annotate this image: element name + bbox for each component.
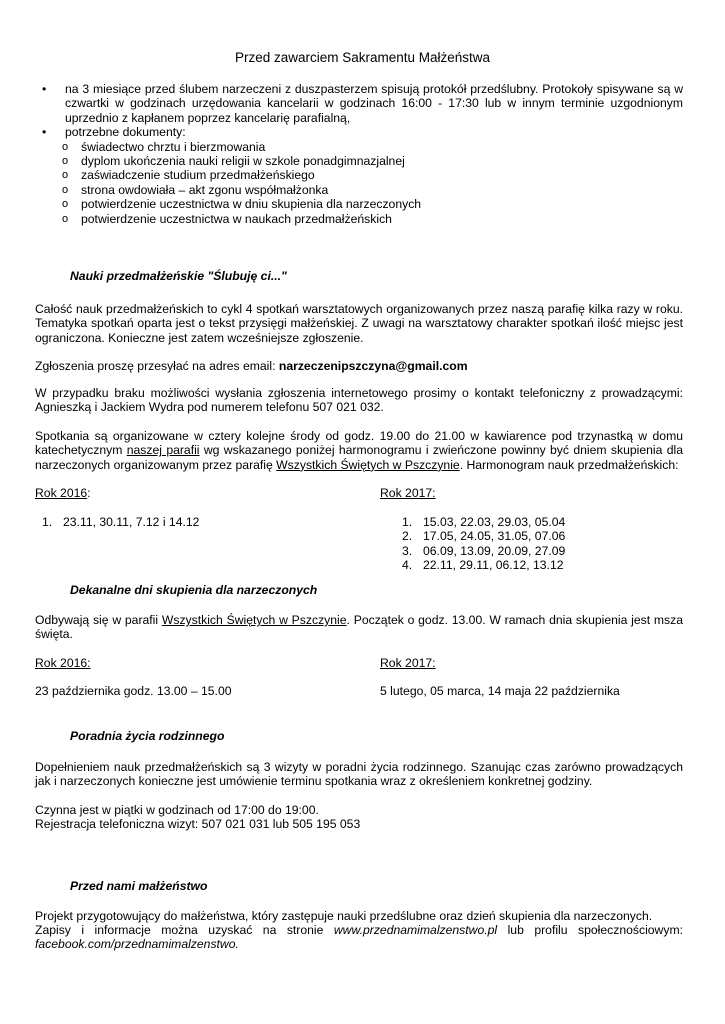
dekanalne-year-2016-label: Rok 2016: — [35, 656, 91, 670]
dekanalne-description: Odbywają się w parafii Wszystkich Świętych w Pszczynie. Początek o godz. 13.00. W ramach dnia skupienia jest msza święta. — [35, 613, 683, 642]
poradnia-description: Dopełnieniem nauk przedmałżeńskich są 3 wizyty w poradni życia rodzinnego. Szanując czas zarówno prowadzących jak i narzeczonych konieczne jest umówienie terminu spotkania wraz z określeniem konkretnej godziny. — [35, 760, 683, 789]
dekanalne-2016-date: 23 października godz. 13.00 – 15.00 — [35, 684, 232, 698]
page-title: Przed zawarciem Sakramentu Małżeństwa — [234, 50, 491, 65]
bullet-icon: • — [42, 82, 47, 96]
przed-nami-contact: Zapisy i informacje można uzyskać na stronie www.przednamimalzenstwo.pl lub profilu społecznościowym: facebook.com/przednamimalzenstwo. — [35, 923, 683, 952]
documents-list — [36, 140, 683, 226]
nauki-2017-dates — [402, 515, 565, 573]
intro-list — [36, 82, 683, 226]
dekanalne-year-2017-label: Rok 2017: — [380, 656, 436, 670]
list-item: 1. 15.03, 22.03, 29.03, 05.04 — [402, 515, 566, 529]
parish-link[interactable]: naszej parafii — [126, 443, 200, 458]
intro-bullet-documents — [36, 125, 683, 139]
circle-bullet-icon: o — [62, 183, 69, 196]
facebook-link[interactable]: facebook.com/przednamimalzenstwo — [35, 937, 236, 952]
list-item: 4. 22.11, 29.11, 06.12, 13.12 — [402, 558, 564, 573]
list-item: o strona owdowiała – akt zgonu współmałżonka — [62, 182, 329, 197]
circle-bullet-icon: o — [62, 169, 69, 182]
intro-bullet-protocol — [36, 82, 683, 125]
nauki-description: Całość nauk przedmałżeńskich to cykl 4 spotkań warsztatowych organizowanych przez naszą parafię kilka razy w roku. Tematyka spotkań oparta jest o tekst przysięgi małżeńskiej. Z uwagi na warsztatowy charakter spotkań ilość miejsc jest ograniczona. Konieczne jest zatem wcześniejsze zgłoszenie. — [35, 302, 683, 345]
nauki-email-line: Zgłoszenia proszę przesyłać na adres email: narzeczenipszczyna@gmail.com — [35, 359, 468, 373]
przed-nami-description: Projekt przygotowujący do małżeństwa, który zastępuje nauki przedślubne oraz dzień skupienia dla narzeczonych. — [35, 909, 653, 923]
list-item: o potwierdzenie uczestnictwa w naukach przedmałżeńskich — [62, 211, 392, 226]
nauki-year-2016-label: Rok 2016: — [35, 486, 91, 500]
section-heading-nauki: Nauki przedmałżeńskie "Ślubuję ci..." — [70, 269, 287, 283]
circle-bullet-icon: o — [62, 198, 69, 211]
nauki-schedule-info: Spotkania są organizowane w cztery kolejne środy od godz. 19.00 do 21.00 w kawiarence pod trzynastką w domu katechetycznym naszej parafii wg wskazanego poniżej harmonogramu i zwieńczone powinny być dniem skupienia dla narzeczonych organizowanym przez parafię Wszystkich Świętych w Pszczynie. Harmonogram nauk przedmałżeńskich: — [35, 429, 683, 472]
nauki-2016-dates — [42, 515, 199, 529]
list-item: 2. 17.05, 24.05, 31.05, 07.06 — [402, 529, 566, 544]
intro-bullet-text: na 3 miesiące przed ślubem narzeczeni z duszpasterzem spisują protokół przedślubny. Protokoły spisywane są w czwartki w godzinach urzędowania kancelarii w godzinach 16:00 - 17:30 lub w innym terminie uzgodnionym uprzednio z kapłanem poprzez kancelarię parafialną, — [65, 82, 683, 125]
circle-bullet-icon: o — [62, 140, 69, 153]
list-item: o dyplom ukończenia nauki religii w szkole ponadgimnazjalnej — [62, 154, 405, 169]
dekanalne-2017-dates: 5 lutego, 05 marca, 14 maja 22 października — [380, 684, 620, 698]
circle-bullet-icon: o — [62, 212, 69, 225]
poradnia-hours: Czynna jest w piątki w godzinach od 17:00 do 19:00. — [35, 803, 319, 817]
list-item: 3. 06.09, 13.09, 20.09, 27.09 — [402, 543, 566, 558]
circle-bullet-icon: o — [62, 155, 69, 168]
all-saints-parish-link[interactable]: Wszystkich Świętych w Pszczynie — [276, 457, 460, 472]
poradnia-phone: Rejestracja telefoniczna wizyt: 507 021 031 lub 505 195 053 — [35, 817, 361, 831]
nauki-phone-info: W przypadku braku możliwości wysłania zgłoszenia internetowego prosimy o kontakt telefoniczny z prowadzącymi: Agnieszką i Jackiem Wydra pod numerem telefonu 507 021 032. — [35, 386, 683, 415]
website-link[interactable]: www.przednamimalzenstwo.pl — [333, 923, 498, 937]
list-item: o potwierdzenie uczestnictwa w dniu skupienia dla narzeczonych — [62, 197, 422, 212]
section-heading-poradnia: Poradnia życia rodzinnego — [70, 729, 225, 743]
list-item: 1. 23.11, 30.11, 7.12 i 14.12 — [42, 515, 200, 529]
intro-bullet-text: potrzebne dokumenty: — [65, 125, 186, 140]
nauki-year-2017-label: Rok 2017: — [380, 486, 436, 500]
section-heading-przed-nami: Przed nami małżeństwo — [70, 879, 208, 893]
email-address[interactable]: narzeczenipszczyna@gmail.com — [278, 359, 468, 373]
list-item: o zaświadczenie studium przedmałżeńskiego — [62, 168, 315, 183]
list-item: o świadectwo chrztu i bierzmowania — [62, 139, 266, 154]
all-saints-parish-link[interactable]: Wszystkich Świętych w Pszczynie — [161, 613, 347, 627]
bullet-icon: • — [42, 125, 47, 140]
section-heading-dekanalne: Dekanalne dni skupienia dla narzeczonych — [70, 583, 318, 597]
